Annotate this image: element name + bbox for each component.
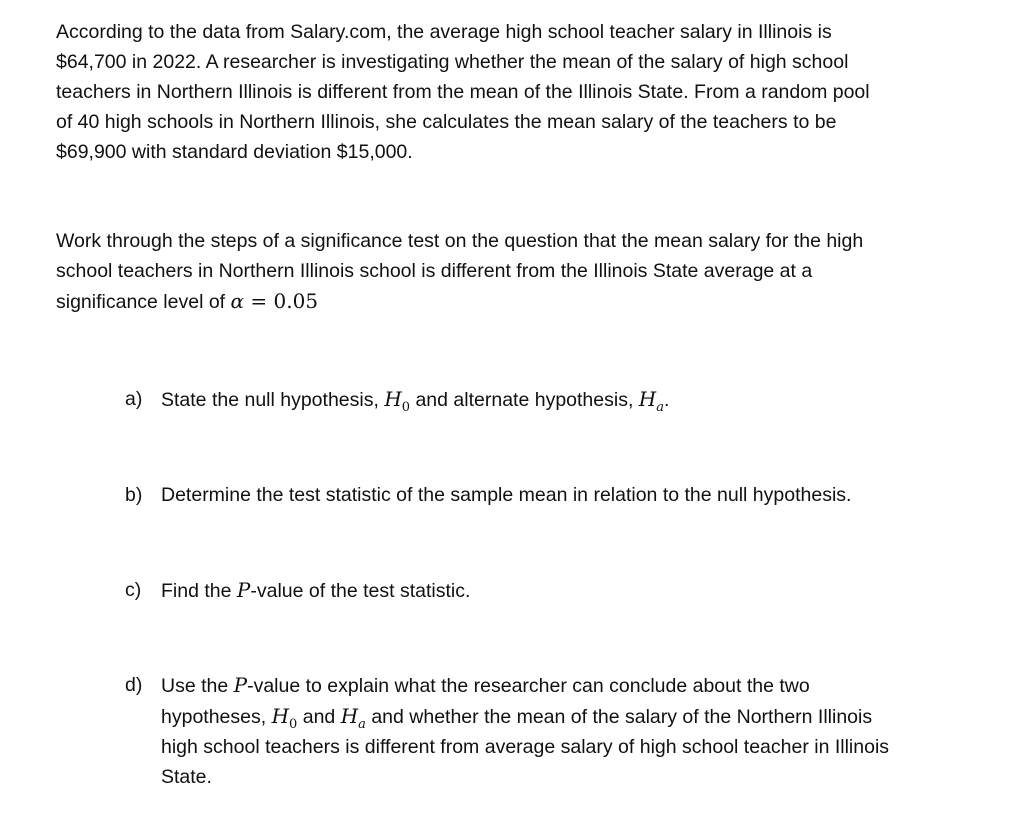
task-line: Work through the steps of a significance test on the question that the mean salary for the high <box>56 230 864 252</box>
question-text-part: -value of the test statistic. <box>250 580 471 602</box>
p-symbol: P <box>233 673 248 697</box>
intro-line: of 40 high schools in Northern Illinois, she calculates the mean salary of the teachers to be <box>56 111 837 133</box>
question-text: Determine the test statistic of the sample mean in relation to the null hypothesis. <box>161 484 852 506</box>
subscript-a: a <box>358 717 366 732</box>
null-hypothesis-symbol: H <box>384 387 402 411</box>
null-hypothesis-symbol: H <box>271 704 290 728</box>
question-text <box>161 384 975 415</box>
question-text-part: Use the <box>161 675 234 697</box>
question-label: a) <box>125 388 143 410</box>
p-symbol: P <box>236 578 251 602</box>
alpha-symbol: α <box>230 289 245 313</box>
subscript-a: a <box>656 400 665 415</box>
question-line <box>161 670 975 701</box>
question-line <box>161 701 975 732</box>
question-text-part: -value to explain what the researcher can conclude about the two <box>247 675 810 697</box>
question-label: c) <box>125 579 142 601</box>
task-line <box>56 286 976 317</box>
question-text-part: Find the <box>161 580 237 602</box>
question-d <box>125 670 975 792</box>
question-a <box>125 384 975 415</box>
subscript-zero: 0 <box>289 717 298 732</box>
question-label: d) <box>125 674 143 696</box>
question-text <box>161 575 975 606</box>
question-text-part: and alternate hypothesis, <box>410 389 639 411</box>
subscript-zero: 0 <box>401 400 411 415</box>
question-text-part: hypotheses, <box>161 706 272 728</box>
alternate-hypothesis-symbol: H <box>340 704 359 728</box>
question-text <box>161 670 975 792</box>
question-text-part: and whether the mean of the salary of the Northern Illinois <box>365 706 873 728</box>
task-line-text: significance level of <box>56 291 231 313</box>
alternate-hypothesis-symbol: H <box>638 387 657 411</box>
task-paragraph <box>56 226 976 317</box>
question-label: b) <box>125 484 143 506</box>
intro-line: teachers in Northern Illinois is different from the mean of the Illinois State. From a random pool <box>56 81 870 103</box>
question-c <box>125 575 975 606</box>
intro-line: $64,700 in 2022. A researcher is investigating whether the mean of the salary of high school <box>56 51 849 73</box>
alpha-value: 0.05 <box>273 289 319 313</box>
question-line: State. <box>161 766 212 788</box>
intro-line: According to the data from Salary.com, the average high school teacher salary in Illinois is <box>56 21 832 43</box>
question-b <box>125 480 975 510</box>
intro-paragraph <box>56 17 976 167</box>
intro-line: $69,900 with standard deviation $15,000. <box>56 141 413 163</box>
task-line: school teachers in Northern Illinois school is different from the Illinois State average at a <box>56 260 813 282</box>
period: . <box>664 389 670 411</box>
question-line: high school teachers is different from average salary of high school teacher in Illinois <box>161 736 890 758</box>
equals-sign: = <box>244 289 274 313</box>
question-text-part: and <box>297 706 341 728</box>
question-text-part: State the null hypothesis, <box>161 389 385 411</box>
